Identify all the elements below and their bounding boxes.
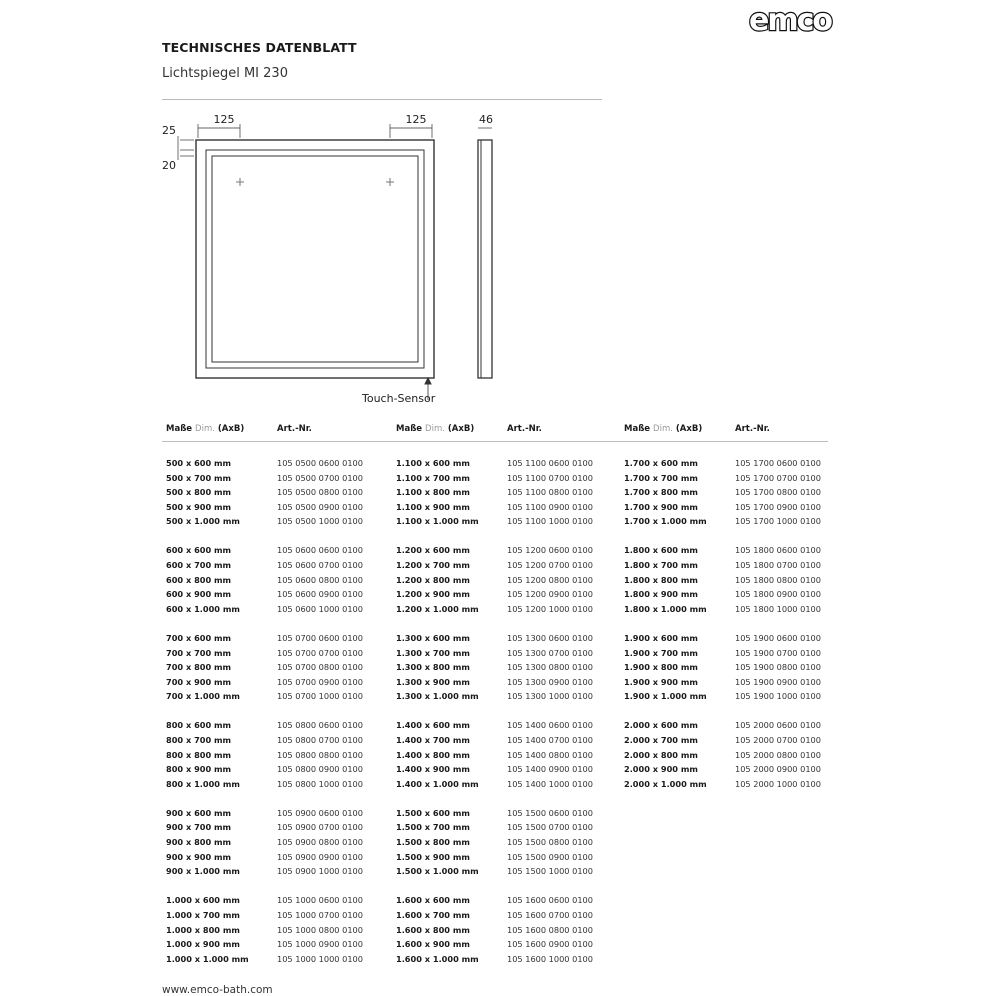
size-value: 900 x 800 mm (166, 837, 232, 848)
size-value: 1.700 x 600 mm (624, 458, 698, 468)
article-number: 105 1900 0900 0100 (735, 676, 821, 687)
table-row (392, 675, 602, 690)
article-number: 105 1800 0900 0100 (735, 589, 821, 600)
size-group (162, 718, 372, 791)
table-row (392, 500, 602, 515)
table-row (620, 748, 830, 763)
article-number-header: Art.-Nr. (735, 424, 770, 434)
table-row (162, 777, 372, 792)
size-value: 1.000 x 600 mm (166, 895, 240, 906)
table-row (620, 689, 830, 704)
table-row (392, 587, 602, 602)
size-value: 1.000 x 800 mm (166, 924, 240, 935)
article-number: 105 0900 0600 0100 (277, 807, 363, 818)
article-number: 105 0700 0800 0100 (277, 662, 363, 673)
article-number: 105 1800 0700 0100 (735, 560, 821, 571)
size-value: 500 x 800 mm (166, 487, 232, 498)
size-value: 1.300 x 1.000 mm (396, 691, 479, 702)
size-value: 1.600 x 1.000 mm (396, 953, 479, 964)
table-row (162, 471, 372, 486)
size-value: 700 x 800 mm (166, 662, 232, 673)
article-number: 105 1300 0800 0100 (507, 662, 593, 673)
size-value: 800 x 600 mm (166, 720, 232, 731)
size-value: 1.400 x 700 mm (396, 735, 470, 745)
size-value: 1.300 x 600 mm (396, 632, 470, 643)
article-number: 105 1000 0900 0100 (277, 939, 363, 950)
article-number: 105 0600 0600 0100 (277, 545, 363, 556)
table-row (162, 908, 372, 923)
size-group (620, 456, 830, 529)
table-row (162, 602, 372, 617)
table-row (620, 558, 830, 573)
column-header (620, 424, 830, 442)
size-value: 900 x 900 mm (166, 851, 232, 862)
article-number: 105 0500 1000 0100 (277, 516, 363, 527)
size-header: Maße Dim. (AxB) (166, 424, 245, 434)
table-row (392, 456, 602, 471)
article-number: 105 2000 0900 0100 (735, 764, 821, 775)
article-number: 105 0800 0900 0100 (277, 764, 363, 775)
size-value: 2.000 x 800 mm (624, 749, 698, 760)
article-number: 105 1800 0600 0100 (735, 545, 821, 556)
size-value: 1.500 x 700 mm (396, 822, 470, 833)
table-row (620, 733, 830, 748)
article-number: 105 1300 0900 0100 (507, 676, 593, 687)
size-value: 600 x 1.000 mm (166, 603, 240, 614)
table-row (162, 500, 372, 515)
table-row (620, 631, 830, 646)
table-row (392, 923, 602, 938)
table-row (620, 500, 830, 515)
table-row (392, 806, 602, 821)
size-group (162, 893, 372, 966)
table-row (620, 573, 830, 588)
article-number: 105 0700 0600 0100 (277, 632, 363, 643)
size-value: 1.900 x 900 mm (624, 676, 698, 687)
size-group (162, 543, 372, 616)
mirror-outer-frame (196, 140, 434, 378)
size-value: 900 x 600 mm (166, 807, 232, 818)
size-value: 700 x 900 mm (166, 676, 232, 687)
article-number: 105 1600 0900 0100 (507, 939, 593, 950)
size-value: 1.500 x 800 mm (396, 837, 470, 848)
size-group (620, 631, 830, 704)
size-value: 1.000 x 1.000 mm (166, 953, 249, 964)
size-value: 1.600 x 600 mm (396, 895, 470, 906)
article-number-header: Art.-Nr. (507, 424, 542, 434)
size-value: 1.100 x 1.000 mm (396, 516, 479, 527)
article-number: 105 1200 0900 0100 (507, 589, 593, 600)
table-row (620, 660, 830, 675)
table-row (392, 835, 602, 850)
article-number: 105 1900 0700 0100 (735, 647, 821, 658)
size-value: 1.200 x 900 mm (396, 589, 470, 600)
article-number: 105 1900 0800 0100 (735, 662, 821, 673)
size-value: 1.700 x 700 mm (624, 472, 698, 483)
table-row (392, 777, 602, 792)
size-value: 700 x 700 mm (166, 647, 232, 658)
table-row (392, 762, 602, 777)
table-row (162, 573, 372, 588)
article-number: 105 0600 0700 0100 (277, 560, 363, 571)
mirror-light-strip (206, 150, 424, 368)
table-row (162, 748, 372, 763)
article-number: 105 1100 0600 0100 (507, 458, 593, 468)
size-value: 1.900 x 600 mm (624, 632, 698, 643)
size-group (620, 718, 830, 791)
article-number: 105 0500 0600 0100 (277, 458, 363, 468)
article-number: 105 1000 0600 0100 (277, 895, 363, 906)
size-value: 600 x 600 mm (166, 545, 232, 556)
article-number: 105 1500 0900 0100 (507, 851, 593, 862)
size-group (392, 631, 602, 704)
size-group (162, 806, 372, 879)
table-row (162, 646, 372, 661)
size-value: 1.300 x 800 mm (396, 662, 470, 673)
table-row (162, 660, 372, 675)
article-number: 105 0900 0900 0100 (277, 851, 363, 862)
article-number: 105 0500 0700 0100 (277, 472, 363, 483)
size-value: 1.600 x 800 mm (396, 924, 470, 935)
article-number: 105 1000 0800 0100 (277, 924, 363, 935)
table-row (392, 689, 602, 704)
size-value: 500 x 900 mm (166, 501, 232, 512)
table-row (620, 646, 830, 661)
table-row (392, 543, 602, 558)
dim-hook-left: 125 (213, 113, 235, 126)
table-row (392, 864, 602, 879)
table-row (392, 718, 602, 733)
column-header (162, 424, 372, 442)
size-group (392, 456, 602, 529)
table-row (392, 908, 602, 923)
article-number: 105 1100 0900 0100 (507, 501, 593, 512)
article-number: 105 1400 0900 0100 (507, 764, 593, 775)
article-number: 105 1700 0700 0100 (735, 472, 821, 483)
table-row (620, 456, 830, 471)
size-value: 1.300 x 700 mm (396, 647, 470, 658)
table-row (162, 850, 372, 865)
article-number: 105 1000 1000 0100 (277, 953, 363, 964)
table-row (162, 514, 372, 529)
dim-inner: 20 (162, 159, 176, 172)
article-number: 105 1200 0600 0100 (507, 545, 593, 556)
table-row (620, 485, 830, 500)
size-header: Maße Dim. (AxB) (624, 424, 703, 434)
article-number: 105 1600 0600 0100 (507, 895, 593, 906)
table-row (392, 573, 602, 588)
table-row (162, 456, 372, 471)
table-row (392, 733, 602, 748)
table-row (620, 587, 830, 602)
table-row (162, 762, 372, 777)
table-row (162, 558, 372, 573)
article-number: 105 0500 0800 0100 (277, 487, 363, 498)
size-value: 2.000 x 1.000 mm (624, 778, 707, 789)
article-number: 105 2000 1000 0100 (735, 778, 821, 789)
table-row (162, 952, 372, 967)
table-row (392, 820, 602, 835)
article-number: 105 1300 0600 0100 (507, 632, 593, 643)
table-row (162, 543, 372, 558)
size-value: 1.200 x 800 mm (396, 574, 470, 585)
size-value: 1.300 x 900 mm (396, 676, 470, 687)
article-number: 105 1200 0700 0100 (507, 560, 593, 571)
side-view (478, 140, 492, 378)
article-number-header: Art.-Nr. (277, 424, 312, 434)
size-value: 1.200 x 1.000 mm (396, 603, 479, 614)
size-value: 1.400 x 800 mm (396, 749, 470, 760)
size-value: 1.600 x 700 mm (396, 909, 470, 920)
table-row (162, 820, 372, 835)
table-row (620, 514, 830, 529)
article-number: 105 1900 1000 0100 (735, 691, 821, 702)
size-value: 1.900 x 700 mm (624, 647, 698, 658)
size-value: 1.500 x 1.000 mm (396, 866, 479, 877)
article-number: 105 0600 1000 0100 (277, 603, 363, 614)
size-value: 500 x 600 mm (166, 458, 232, 468)
article-number: 105 1900 0600 0100 (735, 632, 821, 643)
size-value: 1.800 x 700 mm (624, 560, 698, 571)
article-number: 105 0700 1000 0100 (277, 691, 363, 702)
page-title: TECHNISCHES DATENBLATT (162, 40, 357, 55)
product-name: Lichtspiegel MI 230 (162, 66, 288, 81)
size-value: 1.100 x 700 mm (396, 472, 470, 483)
size-group (392, 893, 602, 966)
size-value: 1.700 x 1.000 mm (624, 516, 707, 527)
article-number: 105 1100 1000 0100 (507, 516, 593, 527)
article-number: 105 0800 1000 0100 (277, 778, 363, 789)
size-header: Maße Dim. (AxB) (396, 424, 475, 434)
article-column-1 (162, 424, 372, 967)
size-value: 1.000 x 700 mm (166, 909, 240, 920)
size-value: 700 x 600 mm (166, 632, 232, 643)
size-value: 1.900 x 800 mm (624, 662, 698, 673)
table-row (620, 718, 830, 733)
footer-url[interactable]: www.emco-bath.com (162, 984, 273, 996)
size-group (392, 718, 602, 791)
table-row (162, 675, 372, 690)
size-group (392, 806, 602, 879)
article-number: 105 1800 0800 0100 (735, 574, 821, 585)
article-number: 105 1100 0700 0100 (507, 472, 593, 483)
article-number: 105 0900 1000 0100 (277, 866, 363, 877)
article-number: 105 1300 0700 0100 (507, 647, 593, 658)
article-number: 105 0700 0700 0100 (277, 647, 363, 658)
mirror-inner (212, 156, 418, 362)
table-row (392, 893, 602, 908)
table-row (162, 923, 372, 938)
article-number: 105 1500 0600 0100 (507, 807, 593, 818)
article-number: 105 1700 0800 0100 (735, 487, 821, 498)
size-value: 600 x 800 mm (166, 574, 232, 585)
table-row (162, 689, 372, 704)
size-value: 500 x 700 mm (166, 472, 232, 483)
size-value: 900 x 700 mm (166, 822, 232, 833)
article-number: 105 1700 0600 0100 (735, 458, 821, 468)
table-row (162, 893, 372, 908)
size-value: 2.000 x 900 mm (624, 764, 698, 775)
table-row (392, 631, 602, 646)
table-row (620, 675, 830, 690)
size-value: 900 x 1.000 mm (166, 866, 240, 877)
size-value: 1.100 x 800 mm (396, 487, 470, 498)
emco-logo (744, 2, 836, 36)
size-value: 1.800 x 1.000 mm (624, 603, 707, 614)
article-number: 105 1600 0700 0100 (507, 909, 593, 920)
size-value: 1.700 x 900 mm (624, 501, 698, 512)
table-row (162, 718, 372, 733)
article-number: 105 0600 0900 0100 (277, 589, 363, 600)
size-value: 1.800 x 900 mm (624, 589, 698, 600)
size-value: 2.000 x 600 mm (624, 720, 698, 731)
table-row (162, 587, 372, 602)
size-value: 600 x 900 mm (166, 589, 232, 600)
table-row (392, 952, 602, 967)
size-value: 800 x 900 mm (166, 764, 232, 775)
table-row (392, 660, 602, 675)
size-value: 1.700 x 800 mm (624, 487, 698, 498)
article-number: 105 0900 0800 0100 (277, 837, 363, 848)
article-number: 105 1800 1000 0100 (735, 603, 821, 614)
article-number: 105 0900 0700 0100 (277, 822, 363, 833)
article-number: 105 1100 0800 0100 (507, 487, 593, 498)
table-row (162, 835, 372, 850)
size-value: 1.000 x 900 mm (166, 939, 240, 950)
article-number: 105 1400 0600 0100 (507, 720, 593, 731)
size-value: 1.600 x 900 mm (396, 939, 470, 950)
size-value: 800 x 700 mm (166, 735, 232, 745)
article-number: 105 1500 1000 0100 (507, 866, 593, 877)
dim-hook-right: 125 (405, 113, 427, 126)
size-value: 1.500 x 600 mm (396, 807, 470, 818)
table-row (392, 514, 602, 529)
size-group (162, 456, 372, 529)
size-group (620, 543, 830, 616)
size-value: 1.900 x 1.000 mm (624, 691, 707, 702)
size-value: 600 x 700 mm (166, 560, 232, 571)
table-row (620, 543, 830, 558)
article-number: 105 1200 0800 0100 (507, 574, 593, 585)
article-number: 105 0500 0900 0100 (277, 501, 363, 512)
size-value: 1.200 x 600 mm (396, 545, 470, 556)
article-number: 105 1000 0700 0100 (277, 909, 363, 920)
size-group (392, 543, 602, 616)
column-header (392, 424, 602, 442)
article-number: 105 1600 0800 0100 (507, 924, 593, 935)
article-number: 105 1300 1000 0100 (507, 691, 593, 702)
size-value: 800 x 1.000 mm (166, 778, 240, 789)
article-number: 105 0800 0600 0100 (277, 720, 363, 731)
table-row (620, 762, 830, 777)
article-number: 105 2000 0600 0100 (735, 720, 821, 731)
article-column-3 (620, 424, 830, 792)
table-row (162, 806, 372, 821)
article-number: 105 1400 0700 0100 (507, 735, 593, 745)
table-row (162, 631, 372, 646)
technical-drawing (150, 108, 510, 408)
table-row (392, 937, 602, 952)
size-value: 1.800 x 600 mm (624, 545, 698, 556)
article-number: 105 2000 0700 0100 (735, 735, 821, 745)
size-value: 1.100 x 600 mm (396, 458, 470, 468)
table-row (620, 471, 830, 486)
article-number: 105 0800 0700 0100 (277, 735, 363, 745)
article-column-2 (392, 424, 602, 967)
size-value: 1.800 x 800 mm (624, 574, 698, 585)
size-value: 2.000 x 700 mm (624, 735, 698, 745)
article-number: 105 0700 0900 0100 (277, 676, 363, 687)
table-row (392, 602, 602, 617)
article-number: 105 1500 0800 0100 (507, 837, 593, 848)
size-value: 1.100 x 900 mm (396, 501, 470, 512)
size-value: 1.400 x 1.000 mm (396, 778, 479, 789)
article-number: 105 0800 0800 0100 (277, 749, 363, 760)
size-value: 500 x 1.000 mm (166, 516, 240, 527)
table-row (392, 850, 602, 865)
size-value: 1.500 x 900 mm (396, 851, 470, 862)
article-number: 105 1700 1000 0100 (735, 516, 821, 527)
table-row (392, 558, 602, 573)
article-number: 105 1200 1000 0100 (507, 603, 593, 614)
size-value: 1.200 x 700 mm (396, 560, 470, 571)
table-row (392, 485, 602, 500)
article-number: 105 1700 0900 0100 (735, 501, 821, 512)
header-divider (162, 99, 602, 100)
article-number: 105 1500 0700 0100 (507, 822, 593, 833)
size-value: 800 x 800 mm (166, 749, 232, 760)
table-row (392, 748, 602, 763)
size-value: 1.400 x 600 mm (396, 720, 470, 731)
touch-sensor-label: Touch-Sensor (362, 392, 436, 405)
table-row (392, 646, 602, 661)
article-number: 105 1400 1000 0100 (507, 778, 593, 789)
article-number: 105 0600 0800 0100 (277, 574, 363, 585)
dim-depth: 46 (479, 113, 493, 126)
table-row (392, 471, 602, 486)
table-row (620, 777, 830, 792)
dim-top: 25 (162, 124, 176, 137)
article-number: 105 1600 1000 0100 (507, 953, 593, 964)
table-row (620, 602, 830, 617)
table-row (162, 485, 372, 500)
table-row (162, 733, 372, 748)
size-group (162, 631, 372, 704)
article-number: 105 2000 0800 0100 (735, 749, 821, 760)
table-row (162, 937, 372, 952)
size-value: 700 x 1.000 mm (166, 691, 240, 702)
article-number: 105 1400 0800 0100 (507, 749, 593, 760)
svg-text:emco: emco (749, 3, 831, 36)
size-value: 1.400 x 900 mm (396, 764, 470, 775)
table-row (162, 864, 372, 879)
